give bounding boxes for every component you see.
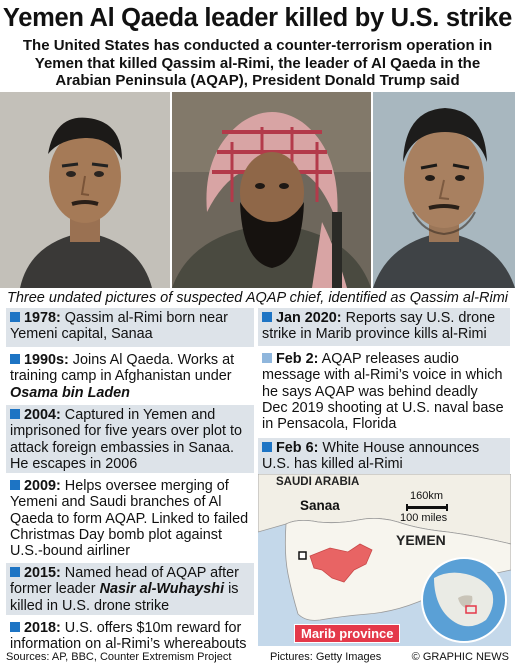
footer-credit: © GRAPHIC NEWS [411, 651, 509, 663]
footer-pictures: Pictures: Getty Images [270, 651, 382, 663]
timeline-right [258, 308, 510, 477]
map-label-saudi-arabia: SAUDI ARABIA [276, 476, 360, 488]
bullet-square-icon [10, 354, 20, 364]
portrait-photo-1 [0, 92, 170, 288]
bullet-square-icon [262, 442, 272, 452]
yemen-map [258, 474, 511, 646]
sanaa-marker-icon [299, 552, 306, 559]
map-label-yemen: YEMEN [396, 532, 446, 548]
portrait-photo-2 [172, 92, 371, 288]
timeline-left [6, 308, 254, 658]
bullet-square-icon [262, 312, 272, 322]
scale-bar [406, 506, 448, 509]
timeline-entry-2004: 2004: Captured in Yemen and imprisoned for five years over plot to attack foreign embassies in Sanaa. He escapes in 2006 [6, 405, 254, 473]
bullet-square-icon [10, 622, 20, 632]
timeline-entry-1990s: 1990s: Joins Al Qaeda. Works at training camp in Afghanistan under Osama bin Laden [10, 352, 235, 401]
bullet-square-icon [262, 353, 272, 363]
timeline-entry-2015: 2015: Named head of AQAP after former leader Nasir al-Wuhayshi is killed in U.S. drone strike [6, 563, 254, 615]
scale-label-miles: 100 miles [400, 512, 448, 524]
page-title: Yemen Al Qaeda leader killed by U.S. strike [2, 4, 513, 32]
portrait-photo-3 [373, 92, 515, 288]
footer-sources: Sources: AP, BBC, Counter Extremism Project [6, 651, 232, 663]
photo-strip [0, 92, 515, 288]
timeline-entry-1978: 1978: Qassim al-Rimi born near Yemeni capital, Sanaa [6, 308, 254, 347]
bullet-square-icon [10, 480, 20, 490]
bullet-square-icon [10, 567, 20, 577]
map-label-sanaa: Sanaa [300, 498, 340, 513]
timeline-entry-2018: 2018: U.S. offers $10m reward for information on al-Rimi’s whereabouts [10, 620, 247, 653]
timeline-entry-2009: 2009: Helps oversee merging of Yemeni and Saudi branches of Al Qaeda to form AQAP. Linked to failed Christmas Day bomb plot against U.S.-bound airliner [10, 478, 249, 560]
timeline-entry-jan-2020: Jan 2020: Reports say U.S. drone strike in Marib province kills al-Rimi [258, 308, 510, 346]
map-label-marib-province: Marib province [294, 624, 400, 643]
bullet-square-icon [10, 312, 20, 322]
photo-caption: Three undated pictures of suspected AQAP chief, identified as Qassim al-Rimi [6, 290, 509, 306]
page-subtitle: The United States has conducted a counter-terrorism operation in Yemen that killed Qassim al-Rimi, the leader of Al Qaeda in the Arabian Peninsula (AQAP), President Donald Trump said [22, 37, 493, 89]
timeline-entry-feb-2: Feb 2: AQAP releases audio message with al-Rimi’s voice in which he says AQAP was behind deadly Dec 2019 shooting at U.S. naval base in Pensacola, Florida [262, 351, 504, 433]
scale-label-km: 160km [410, 490, 444, 502]
timeline-entry-feb-6: Feb 6: White House announces U.S. has killed al-Rimi [258, 438, 510, 474]
bullet-square-icon [10, 409, 20, 419]
